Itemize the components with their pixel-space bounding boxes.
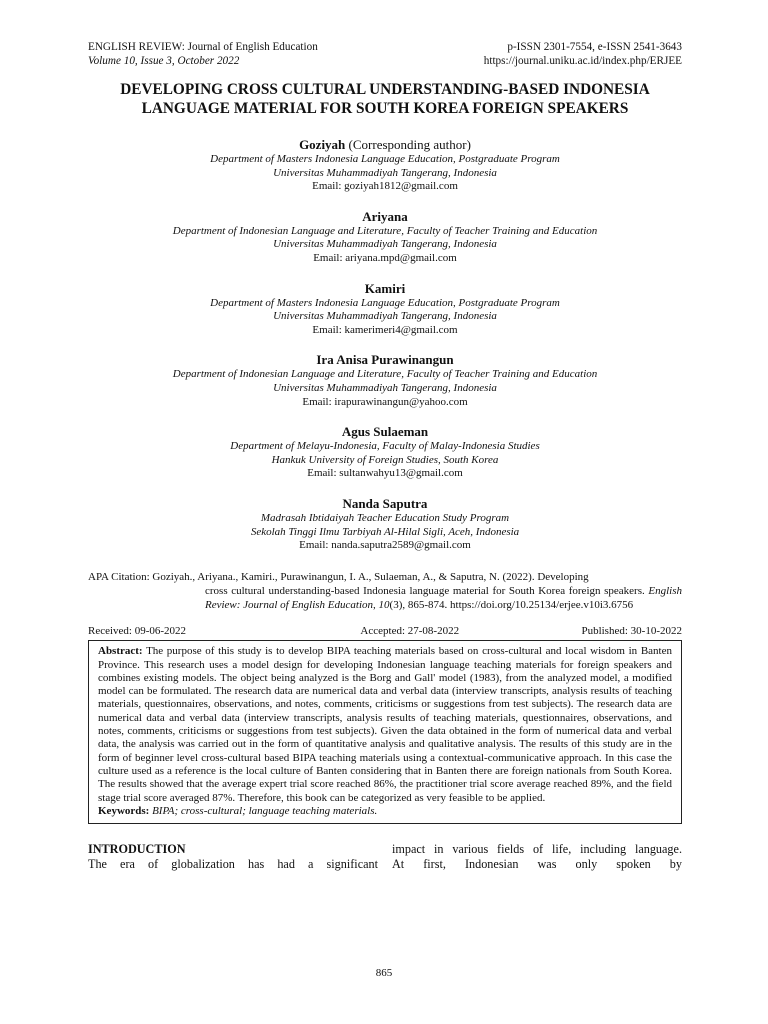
- author-name: Goziyah (Corresponding author): [299, 137, 471, 152]
- author-name: Ira Anisa Purawinangun: [316, 352, 454, 368]
- paper-title: DEVELOPING CROSS CULTURAL UNDERSTANDING-BASED INDONESIA LANGUAGE MATERIAL FOR SOUTH KOREA FOREIGN SPEAKERS: [120, 81, 650, 117]
- abstract-label: Abstract:: [98, 645, 143, 658]
- author-institution: Universitas Muhammadiyah Tangerang, Indonesia: [273, 166, 497, 179]
- abstract-box: [88, 640, 682, 824]
- keywords-label: Keywords:: [98, 804, 150, 817]
- author-block: [88, 281, 682, 338]
- author-affiliation: Department of Melayu-Indonesia, Faculty of Malay-Indonesia Studies: [230, 440, 540, 453]
- section-heading: INTRODUCTION: [88, 842, 186, 857]
- corresponding-author-note: (Corresponding author): [348, 137, 471, 152]
- running-header: [88, 40, 682, 68]
- journal-url[interactable]: https://journal.uniku.ac.id/index.php/ERJEE: [483, 55, 682, 67]
- accepted-date: Accepted: 27-08-2022: [360, 625, 460, 638]
- author-email[interactable]: Email: sultanwahyu13@gmail.com: [307, 467, 463, 480]
- author-block: [88, 496, 682, 553]
- author-email[interactable]: Email: goziyah1812@gmail.com: [312, 180, 458, 193]
- author-institution: Universitas Muhammadiyah Tangerang, Indonesia: [273, 381, 497, 394]
- intro-paragraph-left: The era of globalization has had a significant: [88, 857, 378, 872]
- citation-rest: cross cultural understanding-based Indonesia language material for South Korea foreign speakers. English Review: Journal of English Education, 10(3), 865-874. https://doi.org/10.25134/erjee.v10i3.6756: [205, 584, 682, 612]
- header-left: [88, 40, 318, 68]
- intro-paragraph-right-2: At first, Indonesian was only spoken by: [392, 857, 682, 872]
- apa-citation: [88, 570, 682, 613]
- citation-lead: APA Citation: Goziyah., Ariyana., Kamiri., Purawinangun, I. A., Sulaeman, A., & Saputra, N. (2022). Developing: [88, 570, 589, 583]
- author-institution: Hankuk University of Foreign Studies, South Korea: [271, 453, 499, 466]
- author-affiliation: Department of Masters Indonesia Language Education, Postgraduate Program: [210, 296, 560, 309]
- author-affiliation: Madrasah Ibtidaiyah Teacher Education Study Program: [260, 511, 510, 524]
- received-date: Received: 09-06-2022: [88, 625, 187, 638]
- author-name: Agus Sulaeman: [341, 424, 429, 440]
- author-name: Kamiri: [364, 280, 406, 296]
- author-email[interactable]: Email: ariyana.mpd@gmail.com: [313, 251, 457, 264]
- author-email[interactable]: Email: kamerimeri4@gmail.com: [312, 323, 458, 336]
- page-number: 865: [375, 967, 393, 979]
- author-email[interactable]: Email: nanda.saputra2589@gmail.com: [299, 539, 471, 552]
- author-email[interactable]: Email: irapurawinangun@yahoo.com: [302, 395, 468, 408]
- keywords-value: BIPA; cross-cultural; language teaching materials.: [152, 804, 378, 817]
- author-institution: Universitas Muhammadiyah Tangerang, Indonesia: [273, 310, 497, 323]
- abstract-text: Abstract: The purpose of this study is to develop BIPA teaching materials based on cross-cultural and local wisdom in Banten Province. This research uses a model design for developing Indonesian language teaching materials for foreign speakers and combines existing models. The object being analyzed is the Borg and Gall' model (1983), from the analyzed model, a modified model can be formulated. The research data are numerical data and verbal data (interview transcripts, analysis results of teaching materials, questionnaires, observations, and notes, comments, criticisms or suggestions from test subjects). The research data are numerical data and verbal data (interview transcripts, analysis results of teaching materials, questionnaires, observations, and notes, comments, criticisms or suggestions from test subjects). Given the data obtained in the form of numerical data and verbal data, the analysis was carried out in the form of quantitative analysis and qualitative analysis. The results of this study are in the form of beginner level cross-cultural based BIPA teaching materials using a contextual-communicative approach. In this case the culture used as a reference is the local culture of Banten considering that in Banten there are foreign nationals from South Korea. The results showed that the average expert trial score reached 86%, the practitioner trial score average reached 89%, and the field stage trial score averaged 87%. Therefore, this book can be categorized as very feasible to be applied.: [98, 645, 672, 804]
- author-name: Nanda Saputra: [342, 495, 428, 511]
- author-block: [88, 352, 682, 409]
- issn: p-ISSN 2301-7554, e-ISSN 2541-3643: [507, 41, 682, 53]
- author-affiliation: Department of Indonesian Language and Literature, Faculty of Teacher Training and Education: [172, 224, 598, 237]
- author-institution: Sekolah Tinggi Ilmu Tarbiyah Al-Hilal Sigli, Aceh, Indonesia: [250, 525, 520, 538]
- author-affiliation: Department of Masters Indonesia Language Education, Postgraduate Program: [210, 153, 560, 165]
- published-date: Published: 30-10-2022: [581, 625, 682, 638]
- header-right: [484, 40, 682, 68]
- citation-doi[interactable]: https://doi.org/10.25134/erjee.v10i3.6756: [450, 599, 634, 612]
- author-block: [88, 137, 682, 194]
- intro-paragraph-right-1: impact in various fields of life, including language.: [392, 842, 682, 857]
- volume-info: Volume 10, Issue 3, October 2022: [88, 55, 240, 67]
- author-block: [88, 424, 682, 481]
- submission-dates: [88, 624, 682, 638]
- journal-name: ENGLISH REVIEW: Journal of English Education: [88, 41, 318, 53]
- author-institution: Universitas Muhammadiyah Tangerang, Indonesia: [273, 238, 497, 251]
- paper-page: [88, 40, 682, 872]
- intro-left-column: [88, 842, 378, 872]
- introduction-section: [88, 842, 682, 872]
- author-block: [88, 209, 682, 266]
- keywords: [98, 805, 672, 818]
- intro-right-column: [392, 842, 682, 872]
- author-affiliation: Department of Indonesian Language and Literature, Faculty of Teacher Training and Education: [172, 368, 598, 381]
- author-name: Ariyana: [362, 208, 408, 224]
- citation-journal: English Review: Journal of English Education, 10: [205, 584, 682, 612]
